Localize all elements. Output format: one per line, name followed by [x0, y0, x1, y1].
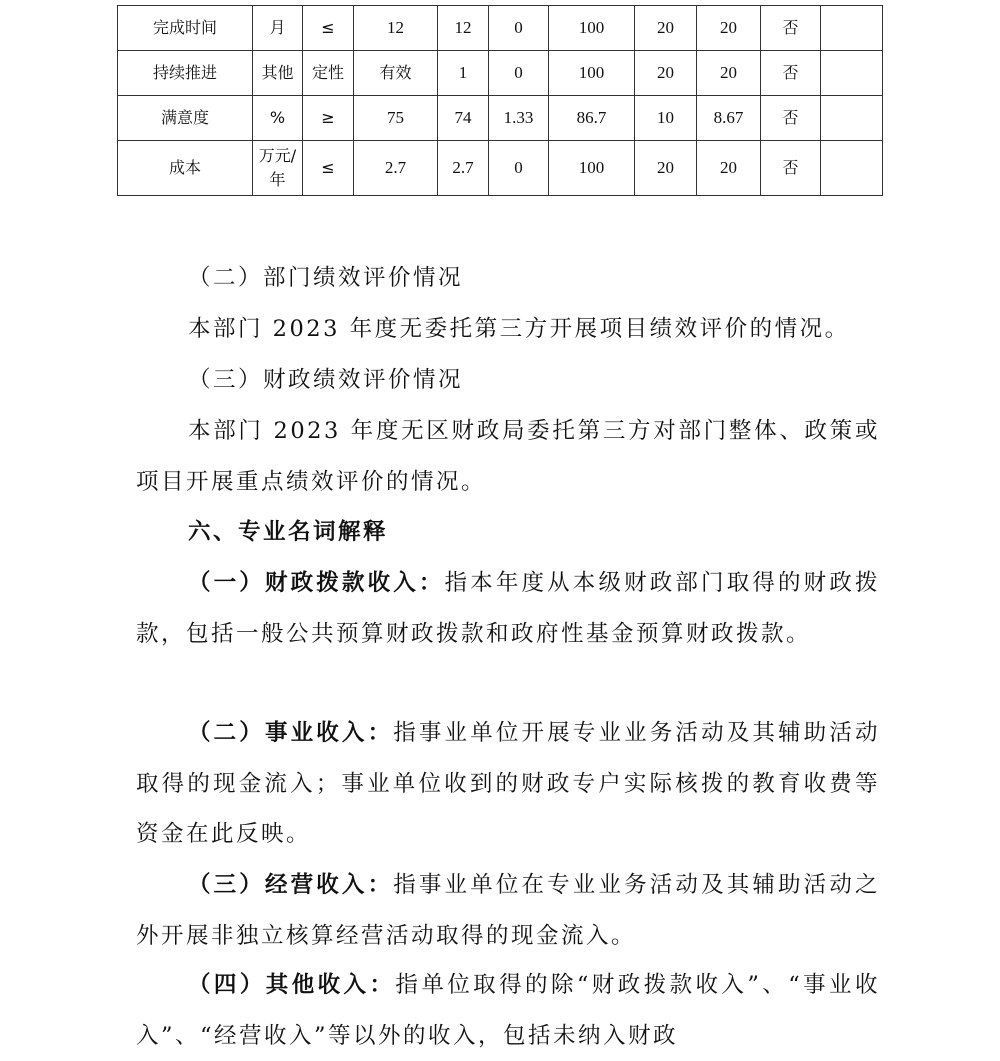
indicator-weight: 20 — [635, 6, 697, 51]
indicator-operator: ≤ — [303, 141, 354, 196]
indicator-rate: 86.7 — [549, 96, 635, 141]
indicator-unit: 月 — [253, 6, 303, 51]
indicator-score: 8.67 — [697, 96, 761, 141]
section-heading-glossary: 六、专业名词解释 — [188, 519, 389, 545]
indicator-name: 完成时间 — [118, 6, 253, 51]
indicator-target: 有效 — [354, 51, 438, 96]
indicator-actual: 74 — [438, 96, 489, 141]
section-body-fiscal-evaluation: 本部门 2023 年度无区财政局委托第三方对部门整体、政策或项目开展重点绩效评价的情况。 — [136, 418, 880, 495]
term-label: （四）其他收入： — [188, 972, 396, 998]
indicator-score: 20 — [697, 141, 761, 196]
indicator-name: 成本 — [118, 141, 253, 196]
indicator-unit: 其他 — [253, 51, 303, 96]
indicator-flag: 否 — [761, 6, 821, 51]
term-label: （一）财政拨款收入： — [188, 570, 445, 596]
indicator-target: 75 — [354, 96, 438, 141]
term-label: （二）事业收入： — [188, 720, 394, 746]
indicator-weight: 10 — [635, 96, 697, 141]
indicator-unit: % — [253, 96, 303, 141]
indicator-deviation: 0 — [489, 141, 549, 196]
term-other-income — [136, 960, 880, 1061]
table-row — [118, 141, 883, 196]
term-definition: 指单位取得的除“财政拨款收入”、“事业收入”、“经营收入”等以外的收入，包括未纳入财政 — [136, 972, 880, 1049]
section-heading-fiscal-evaluation: （三）财政绩效评价情况 — [188, 367, 464, 393]
term-definition: 指事业单位开展专业业务活动及其辅助活动取得的现金流入；事业单位收到的财政专户实际核拨的教育收费等资金在此反映。 — [136, 720, 880, 847]
table-row — [118, 96, 883, 141]
indicator-flag: 否 — [761, 51, 821, 96]
indicator-target: 12 — [354, 6, 438, 51]
indicator-deviation: 0 — [489, 6, 549, 51]
indicator-weight: 20 — [635, 141, 697, 196]
term-label: （三）经营收入： — [188, 872, 394, 898]
table-row — [118, 6, 883, 51]
unit-line-1: 万元/ — [258, 146, 297, 165]
unit-line-2: 年 — [269, 170, 286, 189]
indicator-note — [821, 51, 883, 96]
indicator-operator: 定性 — [303, 51, 354, 96]
indicator-rate: 100 — [549, 6, 635, 51]
indicator-flag: 否 — [761, 141, 821, 196]
term-definition: 指本年度从本级财政部门取得的财政拨款，包括一般公共预算财政拨款和政府性基金预算财政拨款。 — [136, 570, 880, 647]
indicator-target: 2.7 — [354, 141, 438, 196]
indicator-operator: ≥ — [303, 96, 354, 141]
term-operating-income — [136, 860, 880, 961]
indicator-weight: 20 — [635, 51, 697, 96]
indicator-name: 持续推进 — [118, 51, 253, 96]
section-heading-dept-evaluation: （二）部门绩效评价情况 — [188, 265, 464, 291]
indicator-actual: 12 — [438, 6, 489, 51]
term-business-income — [136, 708, 880, 860]
indicator-deviation: 1.33 — [489, 96, 549, 141]
indicator-note — [821, 96, 883, 141]
indicator-rate: 100 — [549, 141, 635, 196]
indicator-flag: 否 — [761, 96, 821, 141]
indicator-score: 20 — [697, 6, 761, 51]
indicator-name: 满意度 — [118, 96, 253, 141]
indicator-note — [821, 6, 883, 51]
indicator-operator: ≤ — [303, 6, 354, 51]
indicator-actual: 1 — [438, 51, 489, 96]
table-row — [118, 51, 883, 96]
indicator-actual: 2.7 — [438, 141, 489, 196]
section-body-dept-evaluation: 本部门 2023 年度无委托第三方开展项目绩效评价的情况。 — [188, 316, 850, 342]
performance-indicator-table — [117, 5, 883, 196]
indicator-note — [821, 141, 883, 196]
term-fiscal-appropriation — [136, 558, 880, 659]
indicator-rate: 100 — [549, 51, 635, 96]
indicator-score: 20 — [697, 51, 761, 96]
term-definition: 指事业单位在专业业务活动及其辅助活动之外开展非独立核算经营活动取得的现金流入。 — [136, 872, 880, 949]
indicator-unit — [253, 141, 303, 196]
indicator-deviation: 0 — [489, 51, 549, 96]
